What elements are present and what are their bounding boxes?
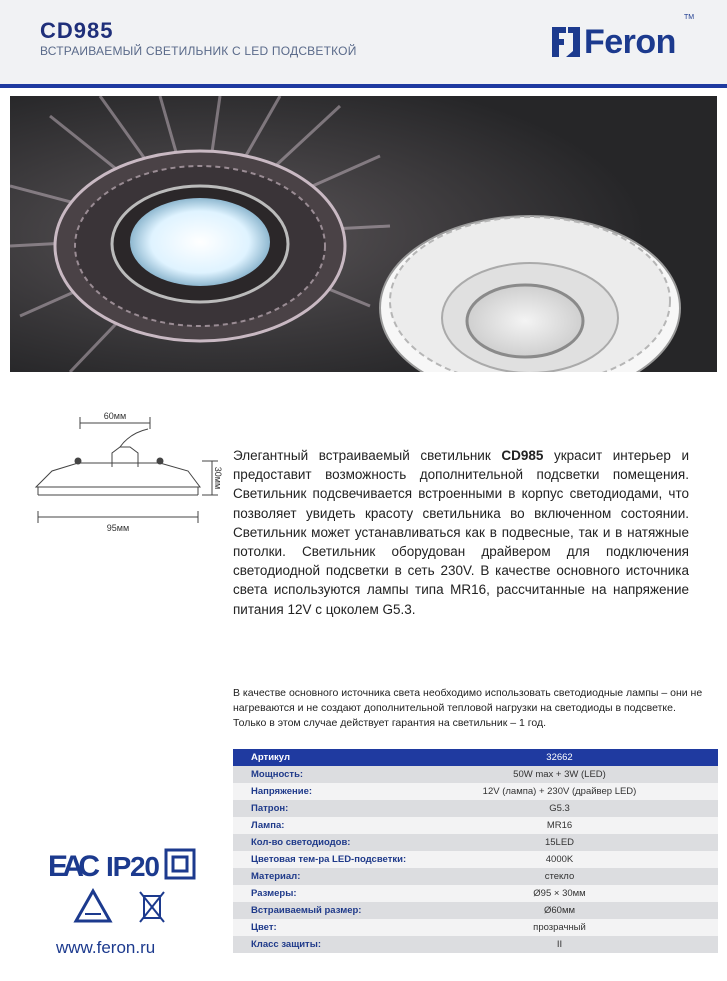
spec-key: Размеры:: [251, 888, 297, 899]
description-text-2: украсит интерьер и предоставит возможность дополнительной подсветки помещения. Светильник подсвечивается встроенными в корпус светодиодами, что позволяет увидеть красоту светильника во включенном состоянии. Светильник может устанавливаться как в подвесные, так и в натяжные потолки. Светильник оборудован драйвером для подключения светодиодной подсветки в сеть 230V. В качестве основного источника света используются лампы типа MR16, рассчитанные на напряжение питания 12V с цоколем G5.3.: [233, 448, 689, 617]
table-row: [233, 834, 718, 851]
spec-value: 4000K: [545, 854, 574, 865]
feron-logo: [552, 22, 676, 62]
spec-key: Мощность:: [251, 769, 304, 780]
table-row: [233, 766, 718, 783]
description-model: CD985: [501, 448, 544, 463]
table-row: [233, 919, 718, 936]
product-description: [233, 446, 689, 619]
spec-key: Цвет:: [251, 922, 277, 933]
table-row: [233, 817, 718, 834]
warning-triangle-icon: [76, 891, 110, 921]
spec-key: Встраиваемый размер:: [251, 905, 362, 916]
table-row: [233, 868, 718, 885]
spec-key: Материал:: [251, 871, 301, 882]
table-row: [233, 749, 718, 766]
spec-key: Патрон:: [251, 803, 289, 814]
table-row: [233, 902, 718, 919]
no-trash-icon: [140, 892, 164, 922]
spec-table: [233, 749, 718, 953]
brand-name: Feron: [584, 22, 676, 61]
table-row: [233, 936, 718, 953]
spec-value: прозрачный: [533, 922, 586, 933]
spec-key: Лампа:: [251, 820, 285, 831]
top-dimension-label: 60мм: [103, 411, 127, 421]
eac-mark: EAC: [48, 850, 100, 883]
product-subtitle: ВСТРАИВАЕМЫЙ СВЕТИЛЬНИК С LED ПОДСВЕТКОЙ: [40, 44, 357, 58]
spec-value: 15LED: [544, 837, 575, 848]
cert-icons: [48, 846, 198, 926]
ip20-mark: IP20: [106, 851, 160, 882]
table-row: [233, 851, 718, 868]
trademark: TM: [684, 14, 695, 21]
class-ii-icon: [166, 850, 194, 878]
spec-key: Напряжение:: [251, 786, 313, 797]
warranty-note: В качестве основного источника света необходимо использовать светодиодные лампы – они не нагреваются и не создают дополнительной тепловой нагрузки на светодиоды в подсветке. Только в этом случае действует гарантия на светильник – 1 год.: [233, 687, 703, 729]
spec-value: MR16: [546, 820, 573, 831]
spec-value: Ø95 × 30мм: [533, 888, 586, 899]
spec-value: II: [556, 939, 563, 950]
product-photo: [10, 96, 717, 372]
table-row: [233, 783, 718, 800]
spec-value: 12V (лампа) + 230V (драйвер LED): [482, 786, 637, 797]
spec-value: стекло: [544, 871, 575, 882]
spec-value: G5.3: [549, 803, 570, 814]
spec-key: Кол-во светодиодов:: [251, 837, 351, 848]
spec-value: Ø60мм: [543, 905, 576, 916]
dimension-drawing: [30, 405, 225, 545]
bottom-dimension-label: 95мм: [106, 523, 130, 533]
spec-key: Цветовая тем-ра LED-подсветки:: [251, 854, 407, 865]
spec-key: Класс защиты:: [251, 939, 321, 950]
website-link[interactable]: www.feron.ru: [56, 938, 156, 957]
feron-logo-icon: [552, 25, 580, 59]
table-row: [233, 885, 718, 902]
spec-value: 50W max + 3W (LED): [513, 769, 606, 780]
description-text-1: Элегантный встраиваемый светильник: [233, 448, 502, 463]
spec-value: 32662: [546, 752, 573, 763]
header-divider: [0, 84, 727, 88]
product-photo-art: [10, 96, 717, 372]
side-dimension-label: 30мм: [213, 466, 223, 490]
certification-marks: [48, 846, 198, 931]
table-row: [233, 800, 718, 817]
model-title: CD985: [40, 18, 114, 43]
spec-key: Артикул: [251, 752, 290, 763]
header: [0, 0, 727, 84]
